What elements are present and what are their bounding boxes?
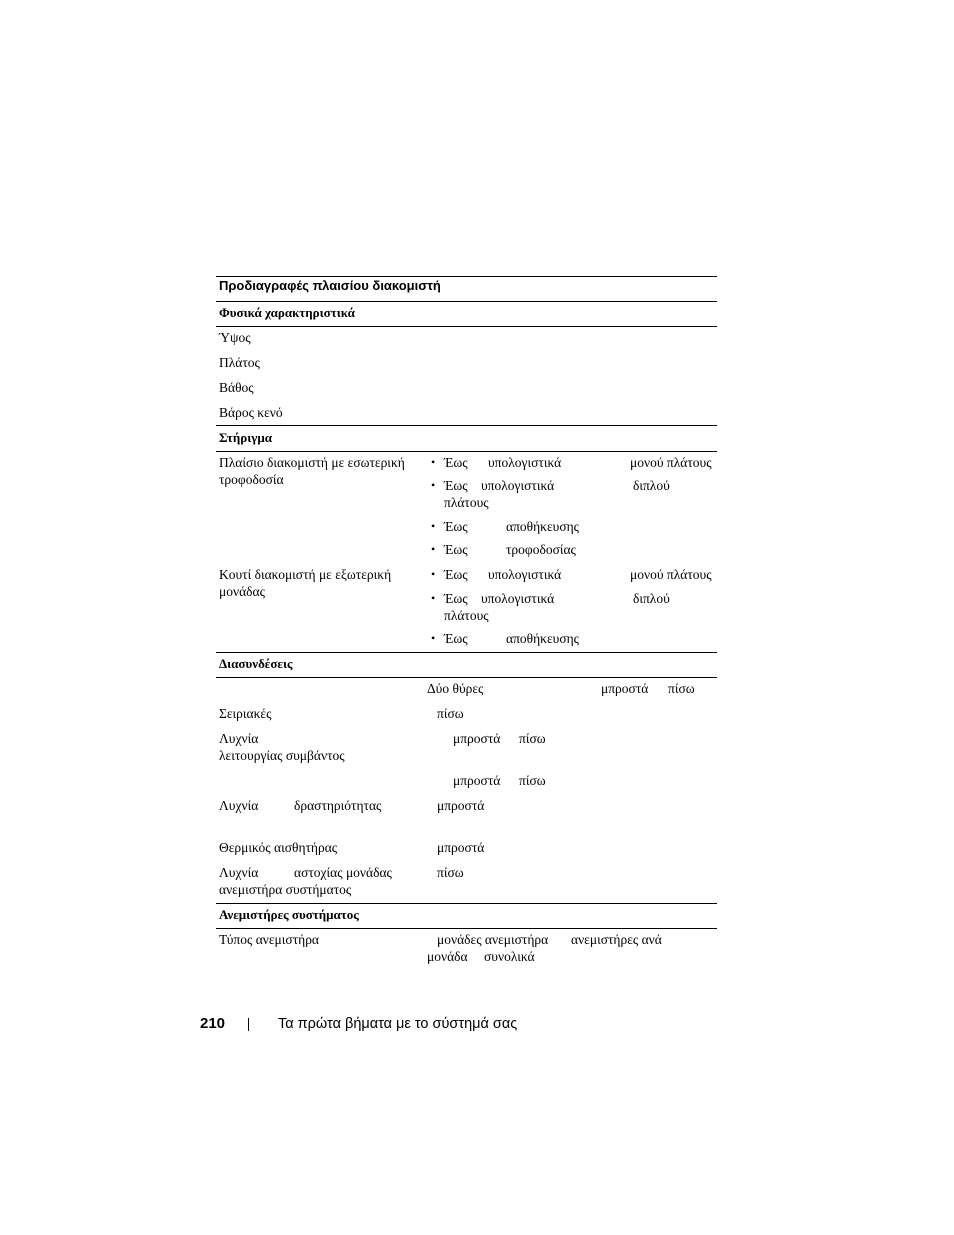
list-item-text: πλάτους (444, 495, 489, 510)
row-weight-label: Βάρος κενό (219, 405, 283, 420)
list-item-text: μονού πλάτους (630, 567, 712, 582)
list-item-text: υπολογιστικά (481, 478, 555, 493)
list-item-text: υπολογιστικά (481, 591, 555, 606)
fault-led-label: λειτουργίας συμβάντος (219, 748, 345, 763)
page-number: 210 (200, 1015, 226, 1032)
connector-value: μπροστά (453, 773, 501, 788)
connector-value: πίσω (437, 706, 464, 721)
list-item-text: Έως (444, 519, 468, 534)
fan-type-value: μονάδα (427, 949, 468, 964)
section-heading-connectors: Διασυνδέσεις (219, 656, 293, 671)
footer-title: Τα πρώτα βήματα με το σύστημά σας (278, 1016, 518, 1032)
table-rule (216, 928, 717, 929)
table-rule (216, 326, 717, 327)
internal-psu-label: Πλαίσιο διακομιστή με εσωτερική (219, 455, 405, 470)
connector-value: Δύο θύρες (427, 681, 484, 696)
bullet-icon: • (431, 631, 436, 645)
fan-fault-led-label: Λυχνία (219, 865, 259, 880)
connector-value: μπροστά (601, 681, 649, 696)
table-rule (216, 652, 717, 653)
list-item-text: υπολογιστικά (488, 455, 562, 470)
fan-type-value: ανεμιστήρες ανά (571, 932, 662, 947)
list-item-text: Έως (444, 567, 468, 582)
fan-type-value: μονάδες ανεμιστήρα (437, 932, 549, 947)
table-rule (216, 903, 717, 904)
list-item-text: αποθήκευσης (506, 631, 580, 646)
footer-separator (248, 1018, 249, 1031)
thermal-sensor-label: Θερμικός αισθητήρας (219, 840, 338, 855)
connector-value: πίσω (668, 681, 695, 696)
table-rule (216, 425, 717, 426)
bullet-icon: • (431, 542, 436, 556)
connector-value: μπροστά (437, 798, 485, 813)
activity-led-label: Λυχνία (219, 798, 259, 813)
bullet-icon: • (431, 519, 436, 533)
row-width-label: Πλάτος (219, 355, 260, 370)
bullet-icon: • (431, 455, 436, 469)
external-psu-label: Κουτί διακομιστή με εξωτερική (219, 567, 392, 582)
table-title: Προδιαγραφές πλαισίου διακομιστή (219, 278, 441, 293)
list-item-text: υπολογιστικά (488, 567, 562, 582)
section-heading-support: Στήριγμα (219, 430, 272, 445)
serial-label: Σειριακές (219, 706, 272, 721)
row-height-label: Ύψος (219, 330, 251, 345)
table-rule (216, 451, 717, 452)
list-item-text: πλάτους (444, 608, 489, 623)
activity-led-label: δραστηριότητας (294, 798, 382, 813)
list-item-text: Έως (444, 591, 468, 606)
table-rule (216, 677, 717, 678)
list-item-text: διπλού (633, 591, 670, 606)
fan-type-value: συνολικά (484, 949, 535, 964)
section-heading-physical: Φυσικά χαρακτηριστικά (219, 305, 355, 320)
fault-led-label: Λυχνία (219, 731, 259, 746)
list-item-text: Έως (444, 478, 468, 493)
list-item-text: τροφοδοσίας (506, 542, 576, 557)
bullet-icon: • (431, 567, 436, 581)
connector-value: πίσω (519, 731, 546, 746)
connector-value: πίσω (519, 773, 546, 788)
connector-value: μπροστά (437, 840, 485, 855)
external-psu-label: μονάδας (219, 584, 265, 599)
list-item-text: μονού πλάτους (630, 455, 712, 470)
section-heading-fans: Ανεμιστήρες συστήματος (219, 907, 359, 922)
list-item-text: διπλού (633, 478, 670, 493)
internal-psu-label: τροφοδοσία (219, 472, 284, 487)
table-rule (216, 276, 717, 277)
connector-value: μπροστά (453, 731, 501, 746)
list-item-text: αποθήκευσης (506, 519, 580, 534)
list-item-text: Έως (444, 455, 468, 470)
table-rule (216, 301, 717, 302)
fan-type-label: Τύπος ανεμιστήρα (219, 932, 320, 947)
list-item-text: Έως (444, 542, 468, 557)
row-depth-label: Βάθος (219, 380, 254, 395)
list-item-text: Έως (444, 631, 468, 646)
bullet-icon: • (431, 591, 436, 605)
fan-fault-led-label: αστοχίας μονάδας (294, 865, 392, 880)
fan-fault-led-label: ανεμιστήρα συστήματος (219, 882, 352, 897)
connector-value: πίσω (437, 865, 464, 880)
bullet-icon: • (431, 478, 436, 492)
